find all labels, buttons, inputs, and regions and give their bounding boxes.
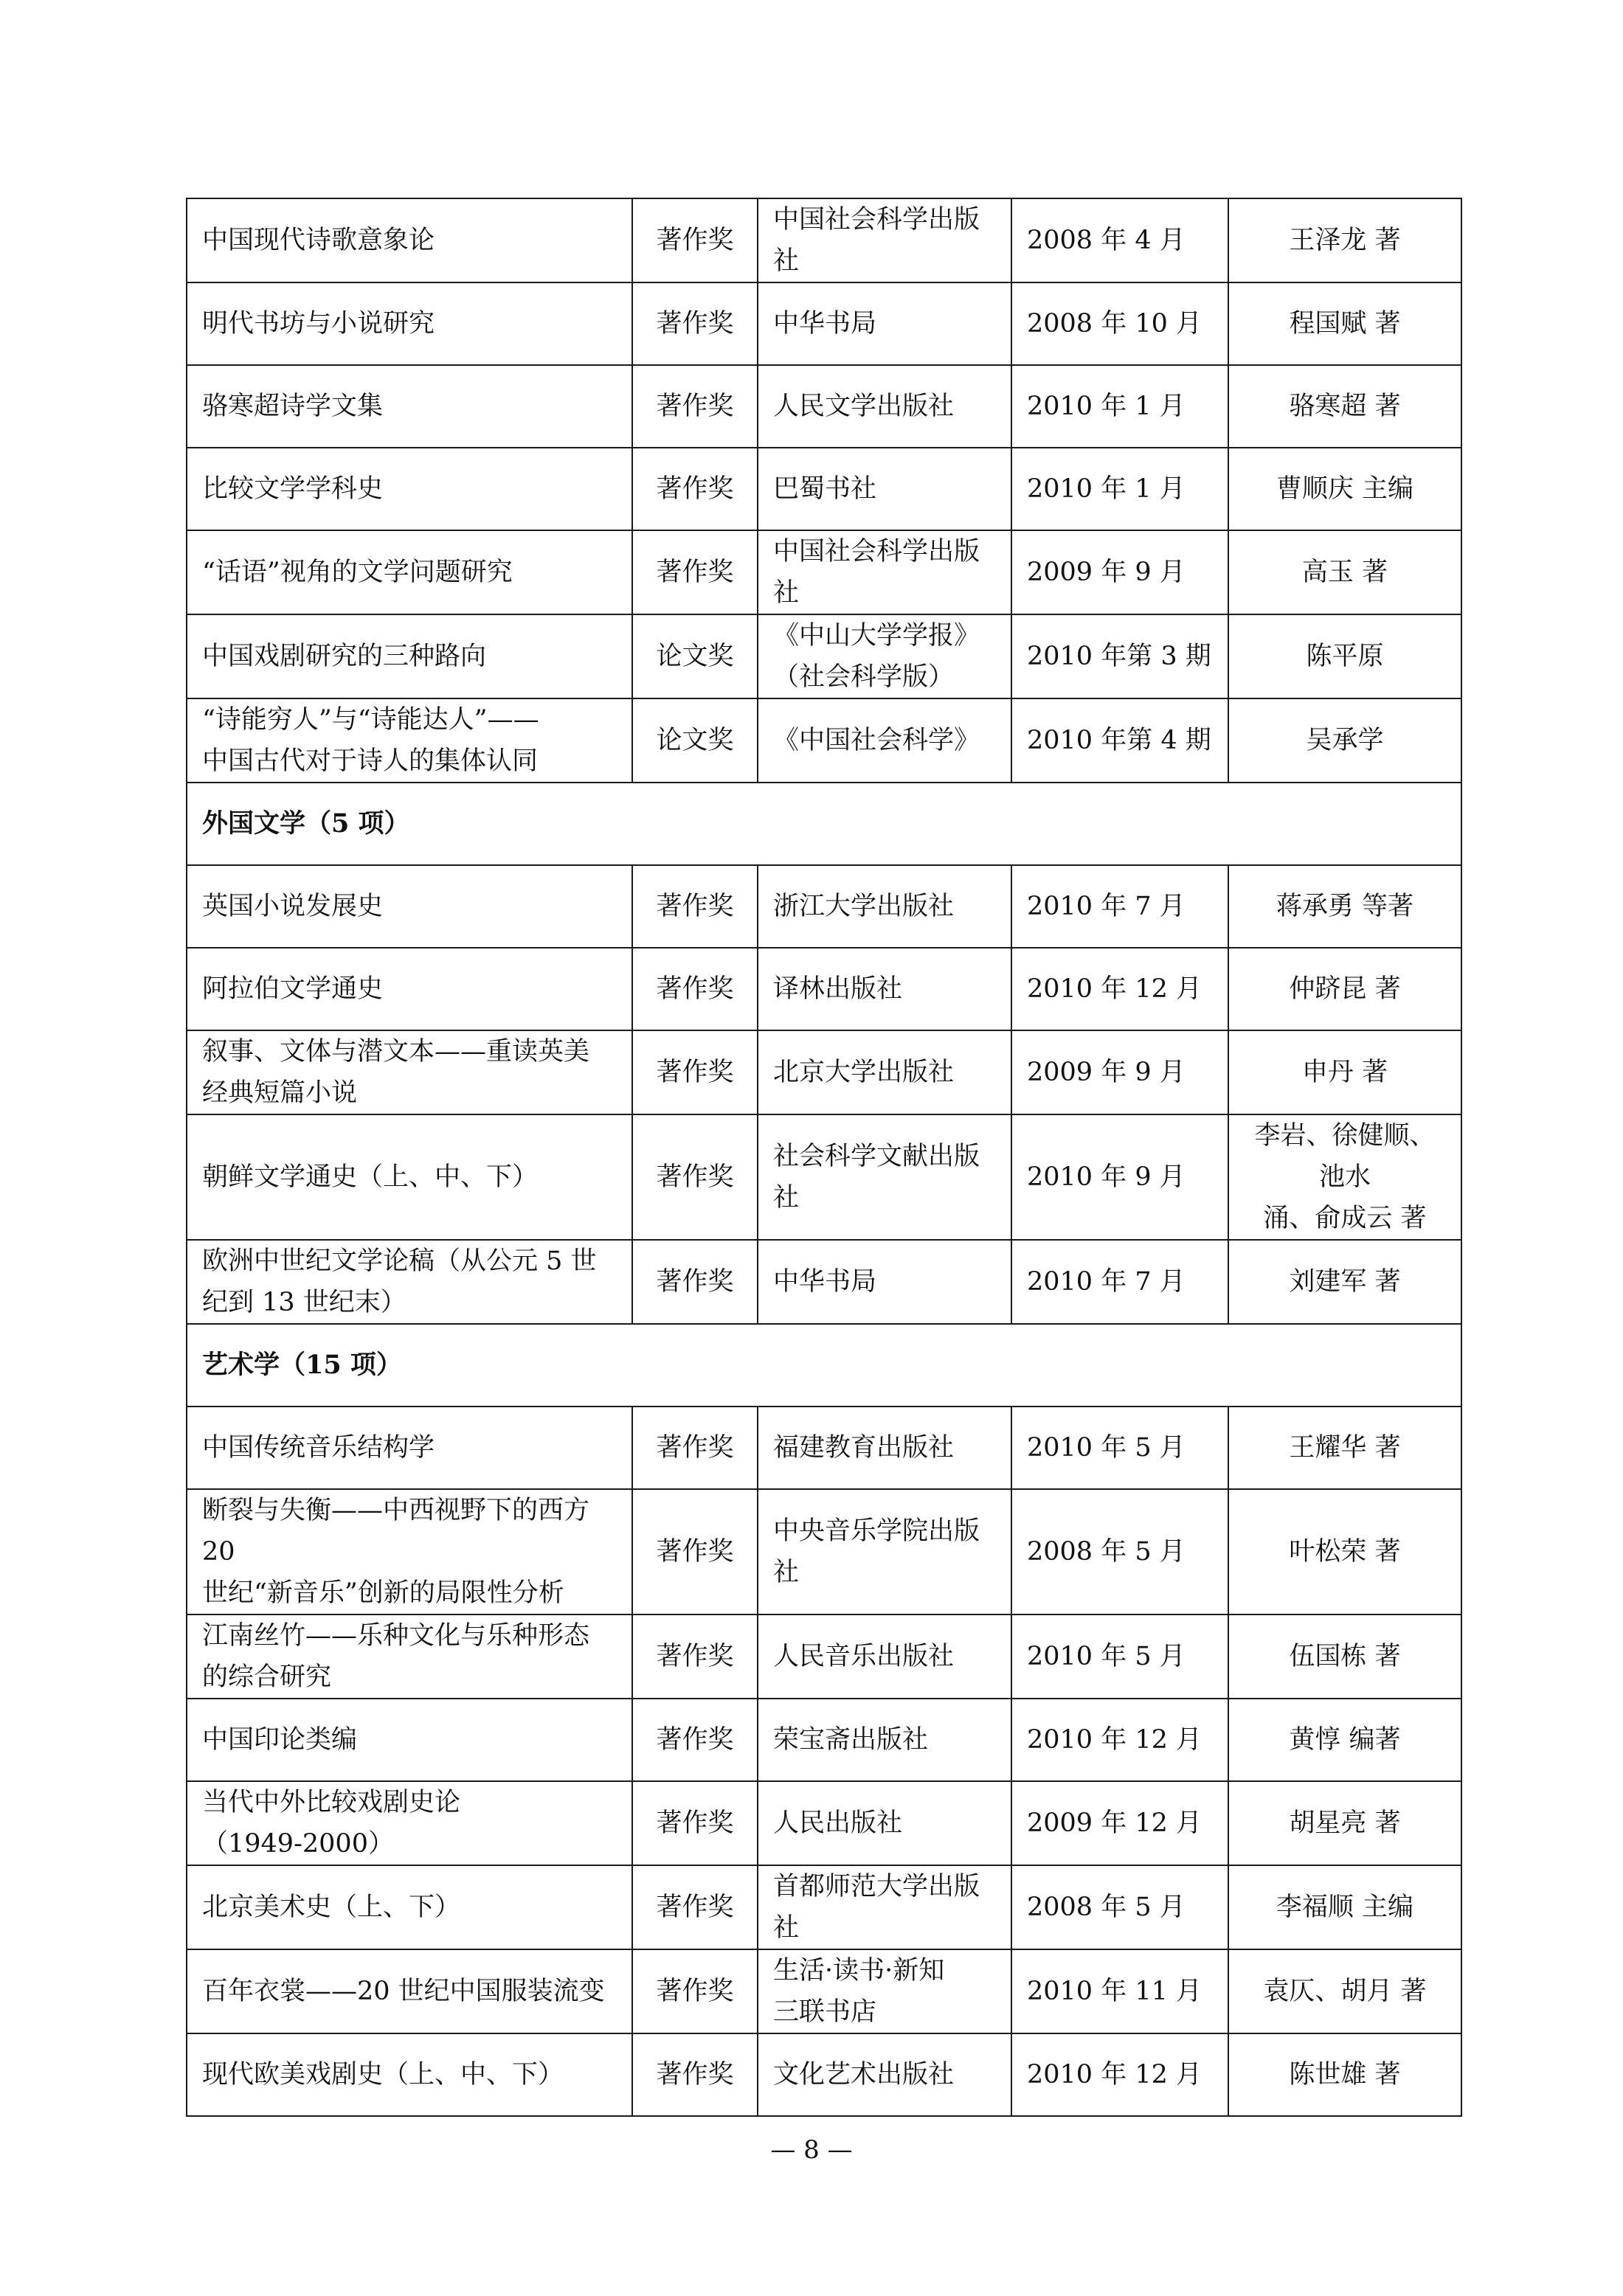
author-cell bbox=[1228, 1949, 1461, 2033]
publisher-cell-line: 《中山大学学报》 bbox=[773, 621, 980, 651]
work-title-cell-line: 经典短篇小说 bbox=[202, 1078, 358, 1108]
award-type-cell: 著作奖 bbox=[632, 2033, 758, 2116]
publish-date-cell: 2008 年 5 月 bbox=[1011, 1865, 1228, 1949]
award-type-cell: 著作奖 bbox=[632, 198, 758, 282]
table-row bbox=[187, 530, 1461, 614]
work-title-cell bbox=[187, 365, 632, 448]
publisher-cell bbox=[758, 1489, 1011, 1615]
work-title-cell-line: 中国戏剧研究的三种路向 bbox=[202, 642, 487, 671]
work-title-cell-line: 朝鲜文学通史（上、中、下） bbox=[202, 1162, 539, 1192]
work-title-cell-line: 世纪“新音乐”创新的局限性分析 bbox=[202, 1578, 564, 1608]
author-cell-line: 袁仄、胡月 著 bbox=[1263, 1977, 1427, 2006]
page-number: — 8 — bbox=[770, 2135, 853, 2165]
work-title-cell bbox=[187, 1030, 632, 1114]
publisher-cell-line: 人民出版社 bbox=[773, 1808, 903, 1838]
author-cell bbox=[1228, 1699, 1461, 1781]
table-row bbox=[187, 1699, 1461, 1781]
author-cell bbox=[1228, 865, 1461, 948]
work-title-cell-line: 英国小说发展史 bbox=[202, 892, 384, 921]
author-cell-line: 高玉 著 bbox=[1301, 558, 1388, 587]
work-title-cell-line: （1949-2000） bbox=[202, 1829, 394, 1859]
author-cell bbox=[1228, 698, 1461, 783]
author-cell bbox=[1228, 1489, 1461, 1615]
award-type-cell: 著作奖 bbox=[632, 1489, 758, 1615]
work-title-cell bbox=[187, 948, 632, 1030]
table-row bbox=[187, 865, 1461, 948]
section-header-row bbox=[187, 1324, 1461, 1407]
publisher-cell-line: 中国社会科学出版社 bbox=[773, 205, 980, 276]
publish-date-cell: 2010 年第 3 期 bbox=[1011, 614, 1228, 698]
author-cell-line: 伍国栋 著 bbox=[1289, 1642, 1401, 1671]
work-title-cell bbox=[187, 1865, 632, 1949]
publisher-cell-line: 中华书局 bbox=[773, 1267, 877, 1297]
table-row bbox=[187, 1030, 1461, 1114]
work-title-cell-line: 明代书坊与小说研究 bbox=[202, 309, 435, 339]
publisher-cell-line: （社会科学版） bbox=[773, 662, 955, 692]
publisher-cell-line: 文化艺术出版社 bbox=[773, 2060, 955, 2089]
work-title-cell bbox=[187, 448, 632, 530]
publisher-cell-line: 首都师范大学出版社 bbox=[773, 1872, 980, 1943]
work-title-cell-line: 现代欧美戏剧史（上、中、下） bbox=[202, 2060, 564, 2089]
award-type-cell: 著作奖 bbox=[632, 1240, 758, 1324]
award-type-cell: 著作奖 bbox=[632, 1865, 758, 1949]
publisher-cell-line: 《中国社会科学》 bbox=[773, 726, 980, 755]
author-cell-line: 陈平原 bbox=[1306, 642, 1384, 671]
work-title-cell-line: 中国古代对于诗人的集体认同 bbox=[202, 746, 539, 776]
publish-date-cell: 2010 年 5 月 bbox=[1011, 1407, 1228, 1489]
publisher-cell-line: 中国社会科学出版社 bbox=[773, 537, 980, 608]
publisher-cell bbox=[758, 1615, 1011, 1699]
table-row bbox=[187, 2033, 1461, 2116]
author-cell-line: 王耀华 著 bbox=[1289, 1433, 1401, 1463]
publisher-cell bbox=[758, 1030, 1011, 1114]
publisher-cell-line: 生活·读书·新知 bbox=[773, 1956, 945, 1985]
publisher-cell bbox=[758, 1699, 1011, 1781]
table-row bbox=[187, 948, 1461, 1030]
work-title-cell bbox=[187, 1240, 632, 1324]
work-title-cell-line: 纪到 13 世纪末） bbox=[202, 1288, 406, 1317]
work-title-cell-line: 中国印论类编 bbox=[202, 1725, 358, 1755]
publisher-cell bbox=[758, 1407, 1011, 1489]
work-title-cell-line: 比较文学学科史 bbox=[202, 474, 384, 504]
work-title-cell bbox=[187, 2033, 632, 2116]
work-title-cell-line: 江南丝竹——乐种文化与乐种形态 bbox=[202, 1621, 590, 1651]
award-type-cell: 著作奖 bbox=[632, 448, 758, 530]
award-table bbox=[186, 198, 1462, 2117]
section-header-row bbox=[187, 783, 1461, 865]
work-title-cell-line: “诗能穷人”与“诗能达人”—— bbox=[202, 705, 539, 735]
publish-date-cell: 2010 年 11 月 bbox=[1011, 1949, 1228, 2033]
publish-date-cell: 2010 年第 4 期 bbox=[1011, 698, 1228, 783]
work-title-cell bbox=[187, 530, 632, 614]
table-body bbox=[187, 198, 1461, 2116]
work-title-cell-line: 阿拉伯文学通史 bbox=[202, 974, 384, 1004]
table-row bbox=[187, 1489, 1461, 1615]
publish-date-cell: 2008 年 5 月 bbox=[1011, 1489, 1228, 1615]
author-cell bbox=[1228, 282, 1461, 365]
table-row bbox=[187, 1615, 1461, 1699]
work-title-cell-line: “话语”视角的文学问题研究 bbox=[202, 558, 513, 587]
work-title-cell bbox=[187, 1949, 632, 2033]
publisher-cell bbox=[758, 530, 1011, 614]
table-row bbox=[187, 1949, 1461, 2033]
publish-date-cell: 2009 年 9 月 bbox=[1011, 1030, 1228, 1114]
work-title-cell-line: 叙事、文体与潜文本——重读英美 bbox=[202, 1037, 590, 1067]
publisher-cell bbox=[758, 1781, 1011, 1865]
publisher-cell-line: 北京大学出版社 bbox=[773, 1058, 955, 1087]
table-row bbox=[187, 448, 1461, 530]
author-cell-line: 黄惇 编著 bbox=[1289, 1725, 1401, 1755]
author-cell bbox=[1228, 2033, 1461, 2116]
award-type-cell: 著作奖 bbox=[632, 865, 758, 948]
work-title-cell bbox=[187, 1781, 632, 1865]
work-title-cell-line: 中国传统音乐结构学 bbox=[202, 1433, 435, 1463]
publisher-cell-line: 福建教育出版社 bbox=[773, 1433, 955, 1463]
work-title-cell-line: 欧洲中世纪文学论稿（从公元 5 世 bbox=[202, 1246, 597, 1276]
publish-date-cell: 2009 年 12 月 bbox=[1011, 1781, 1228, 1865]
work-title-cell bbox=[187, 198, 632, 282]
award-type-cell: 著作奖 bbox=[632, 282, 758, 365]
publisher-cell-line: 中华书局 bbox=[773, 309, 877, 339]
publisher-cell bbox=[758, 698, 1011, 783]
publisher-cell-line: 三联书店 bbox=[773, 1997, 877, 2027]
publisher-cell-line: 社会科学文献出版社 bbox=[773, 1142, 980, 1213]
award-type-cell: 论文奖 bbox=[632, 614, 758, 698]
award-type-cell: 著作奖 bbox=[632, 1030, 758, 1114]
work-title-cell bbox=[187, 1699, 632, 1781]
publisher-cell bbox=[758, 614, 1011, 698]
author-cell-line: 李岩、徐健顺、池水 bbox=[1254, 1121, 1436, 1192]
author-cell-line: 骆寒超 著 bbox=[1289, 392, 1401, 421]
publisher-cell-line: 荣宝斋出版社 bbox=[773, 1725, 929, 1755]
author-cell-line: 叶松荣 著 bbox=[1289, 1537, 1401, 1567]
author-cell bbox=[1228, 530, 1461, 614]
publisher-cell bbox=[758, 282, 1011, 365]
award-type-cell: 著作奖 bbox=[632, 1781, 758, 1865]
author-cell-line: 刘建军 著 bbox=[1289, 1267, 1401, 1297]
work-title-cell-line: 中国现代诗歌意象论 bbox=[202, 226, 435, 255]
work-title-cell-line: 的综合研究 bbox=[202, 1662, 332, 1692]
section-label: 艺术学（15 项） bbox=[187, 1324, 1461, 1407]
author-cell bbox=[1228, 1030, 1461, 1114]
publish-date-cell: 2010 年 7 月 bbox=[1011, 1240, 1228, 1324]
work-title-cell bbox=[187, 614, 632, 698]
publish-date-cell: 2010 年 1 月 bbox=[1011, 448, 1228, 530]
publish-date-cell: 2008 年 10 月 bbox=[1011, 282, 1228, 365]
publish-date-cell: 2010 年 12 月 bbox=[1011, 948, 1228, 1030]
publisher-cell-line: 巴蜀书社 bbox=[773, 474, 877, 504]
work-title-cell bbox=[187, 1114, 632, 1240]
award-type-cell: 著作奖 bbox=[632, 530, 758, 614]
publisher-cell bbox=[758, 448, 1011, 530]
award-type-cell: 著作奖 bbox=[632, 948, 758, 1030]
table-row bbox=[187, 1407, 1461, 1489]
publisher-cell bbox=[758, 365, 1011, 448]
author-cell bbox=[1228, 614, 1461, 698]
author-cell bbox=[1228, 1615, 1461, 1699]
work-title-cell bbox=[187, 1615, 632, 1699]
work-title-cell bbox=[187, 282, 632, 365]
table-row bbox=[187, 365, 1461, 448]
author-cell-line: 程国赋 著 bbox=[1289, 309, 1401, 339]
author-cell bbox=[1228, 448, 1461, 530]
author-cell bbox=[1228, 198, 1461, 282]
author-cell bbox=[1228, 365, 1461, 448]
table-row bbox=[187, 1865, 1461, 1949]
author-cell-line: 曹顺庆 主编 bbox=[1276, 474, 1414, 504]
author-cell bbox=[1228, 1240, 1461, 1324]
work-title-cell bbox=[187, 1489, 632, 1615]
work-title-cell bbox=[187, 865, 632, 948]
award-type-cell: 著作奖 bbox=[632, 1114, 758, 1240]
award-type-cell: 著作奖 bbox=[632, 1699, 758, 1781]
author-cell bbox=[1228, 1781, 1461, 1865]
author-cell-line: 吴承学 bbox=[1306, 726, 1384, 755]
publish-date-cell: 2010 年 12 月 bbox=[1011, 2033, 1228, 2116]
author-cell-line: 蒋承勇 等著 bbox=[1276, 892, 1414, 921]
author-cell-line: 仲跻昆 著 bbox=[1289, 974, 1401, 1004]
publisher-cell-line: 译林出版社 bbox=[773, 974, 903, 1004]
author-cell-line: 申丹 著 bbox=[1301, 1058, 1388, 1087]
publisher-cell bbox=[758, 1114, 1011, 1240]
publish-date-cell: 2010 年 5 月 bbox=[1011, 1615, 1228, 1699]
work-title-cell-line: 百年衣裳——20 世纪中国服装流变 bbox=[202, 1977, 605, 2006]
publish-date-cell: 2010 年 12 月 bbox=[1011, 1699, 1228, 1781]
author-cell bbox=[1228, 1865, 1461, 1949]
work-title-cell-line: 北京美术史（上、下） bbox=[202, 1893, 461, 1922]
table-row bbox=[187, 614, 1461, 698]
publish-date-cell: 2010 年 9 月 bbox=[1011, 1114, 1228, 1240]
publisher-cell bbox=[758, 865, 1011, 948]
award-type-cell: 论文奖 bbox=[632, 698, 758, 783]
award-type-cell: 著作奖 bbox=[632, 365, 758, 448]
publisher-cell-line: 浙江大学出版社 bbox=[773, 892, 955, 921]
publisher-cell bbox=[758, 2033, 1011, 2116]
work-title-cell-line: 骆寒超诗学文集 bbox=[202, 392, 384, 421]
work-title-cell bbox=[187, 1407, 632, 1489]
author-cell-line: 王泽龙 著 bbox=[1289, 226, 1401, 255]
work-title-cell bbox=[187, 698, 632, 783]
author-cell bbox=[1228, 1407, 1461, 1489]
author-cell-line: 李福顺 主编 bbox=[1276, 1893, 1414, 1922]
table-row bbox=[187, 1114, 1461, 1240]
author-cell bbox=[1228, 948, 1461, 1030]
publisher-cell bbox=[758, 198, 1011, 282]
table-row bbox=[187, 1781, 1461, 1865]
publisher-cell bbox=[758, 1865, 1011, 1949]
publish-date-cell: 2010 年 1 月 bbox=[1011, 365, 1228, 448]
publish-date-cell: 2009 年 9 月 bbox=[1011, 530, 1228, 614]
publisher-cell bbox=[758, 1240, 1011, 1324]
author-cell-line: 胡星亮 著 bbox=[1289, 1808, 1401, 1838]
table-row bbox=[187, 198, 1461, 282]
award-type-cell: 著作奖 bbox=[632, 1949, 758, 2033]
publish-date-cell: 2010 年 7 月 bbox=[1011, 865, 1228, 948]
publisher-cell-line: 人民音乐出版社 bbox=[773, 1642, 955, 1671]
work-title-cell-line: 断裂与失衡——中西视野下的西方 20 bbox=[202, 1496, 590, 1567]
award-type-cell: 著作奖 bbox=[632, 1407, 758, 1489]
publisher-cell bbox=[758, 1949, 1011, 2033]
publish-date-cell: 2008 年 4 月 bbox=[1011, 198, 1228, 282]
author-cell-line: 陈世雄 著 bbox=[1289, 2060, 1401, 2089]
table-row bbox=[187, 282, 1461, 365]
author-cell-line: 涌、俞成云 著 bbox=[1263, 1204, 1427, 1233]
award-type-cell: 著作奖 bbox=[632, 1615, 758, 1699]
section-label: 外国文学（5 项） bbox=[187, 783, 1461, 865]
publisher-cell-line: 人民文学出版社 bbox=[773, 392, 955, 421]
table-row bbox=[187, 698, 1461, 783]
work-title-cell-line: 当代中外比较戏剧史论 bbox=[202, 1788, 461, 1817]
author-cell bbox=[1228, 1114, 1461, 1240]
publisher-cell bbox=[758, 948, 1011, 1030]
table-row bbox=[187, 1240, 1461, 1324]
publisher-cell-line: 中央音乐学院出版社 bbox=[773, 1516, 980, 1587]
